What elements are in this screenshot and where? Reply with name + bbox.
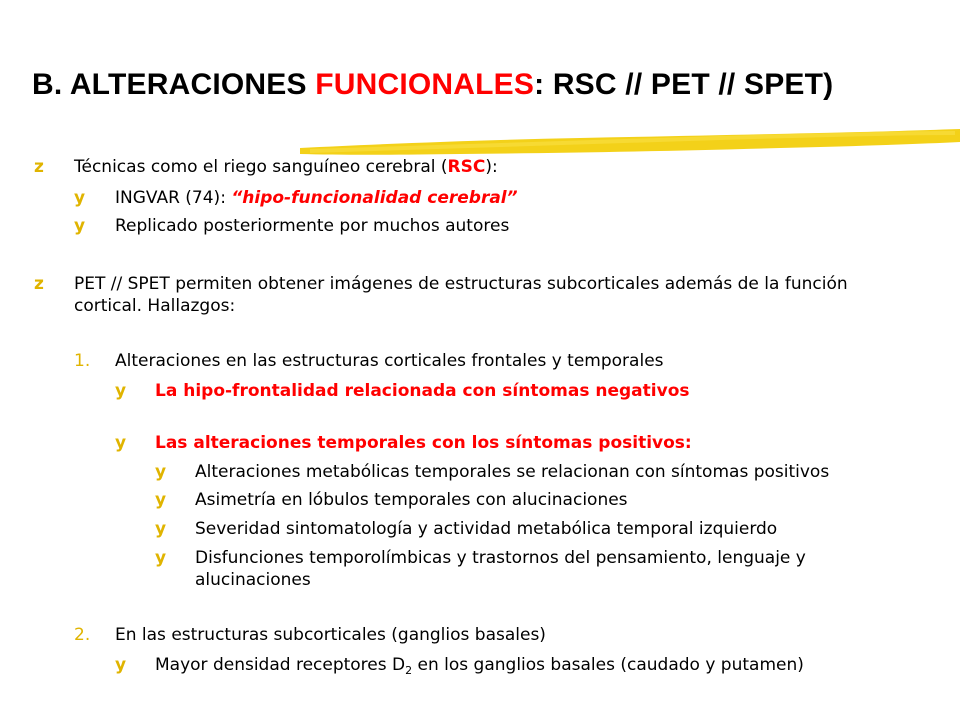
section1-text: Técnicas como el riego sanguíneo cerebral (RSC):: [74, 157, 498, 177]
section1-bullet-icon: z: [34, 157, 44, 177]
detail-4-bullet-icon: y: [155, 548, 167, 568]
list-item-2-text: En las estructuras subcorticales (ganglios basales): [115, 625, 546, 645]
sub-c-bullet-icon: y: [115, 655, 127, 675]
section1-item2: Replicado posteriormente por muchos autores: [115, 216, 510, 236]
section1-item1: INGVAR (74): “hipo-funcionalidad cerebral”: [115, 188, 518, 208]
detail-1: Alteraciones metabólicas temporales se relacionan con síntomas positivos: [195, 462, 830, 482]
section1-item2-bullet-icon: y: [74, 216, 86, 236]
ingvar-quote: “hipo-funcionalidad cerebral”: [231, 188, 518, 208]
title-prefix: B. ALTERACIONES: [32, 68, 316, 101]
alteraciones-temporales-text: Las alteraciones temporales con los síntomas positivos:: [155, 433, 692, 453]
detail-3-bullet-icon: y: [155, 519, 167, 539]
d2-subscript: 2: [405, 664, 413, 677]
list-number-1: 1.: [74, 351, 91, 371]
title-suffix: : RSC // PET // SPET): [534, 68, 834, 101]
detail-2: Asimetría en lóbulos temporales con alucinaciones: [195, 490, 628, 510]
section1-item1-bullet-icon: y: [74, 188, 86, 208]
sub-a-bullet-icon: y: [115, 381, 127, 401]
detail-2-bullet-icon: y: [155, 490, 167, 510]
section2-line1: PET // SPET permiten obtener imágenes de estructuras subcorticales además de la función: [74, 274, 848, 294]
title-highlight: FUNCIONALES: [315, 68, 535, 101]
list-item-1-text: Alteraciones en las estructuras corticales frontales y temporales: [115, 351, 664, 371]
section2-line2: cortical. Hallazgos:: [74, 296, 236, 316]
detail-3: Severidad sintomatología y actividad metabólica temporal izquierdo: [195, 519, 778, 539]
section2-bullet-icon: z: [34, 274, 44, 294]
detail-4-line2: alucinaciones: [195, 570, 311, 590]
list-number-2: 2.: [74, 625, 91, 645]
detail-1-bullet-icon: y: [155, 462, 167, 482]
slide-title: [32, 68, 833, 102]
rsc-acronym: RSC: [447, 157, 486, 177]
sub-b-bullet-icon: y: [115, 433, 127, 453]
detail-4-line1: Disfunciones temporolímbicas y trastornos del pensamiento, lenguaje y: [195, 548, 806, 568]
hipo-frontalidad-text: La hipo-frontalidad relacionada con síntomas negativos: [155, 381, 690, 401]
receptores-d2-text: Mayor densidad receptores $D_2$ en los ganglios basales (caudado y putamen): [155, 655, 804, 677]
yellow-brush-stroke: [300, 124, 960, 158]
